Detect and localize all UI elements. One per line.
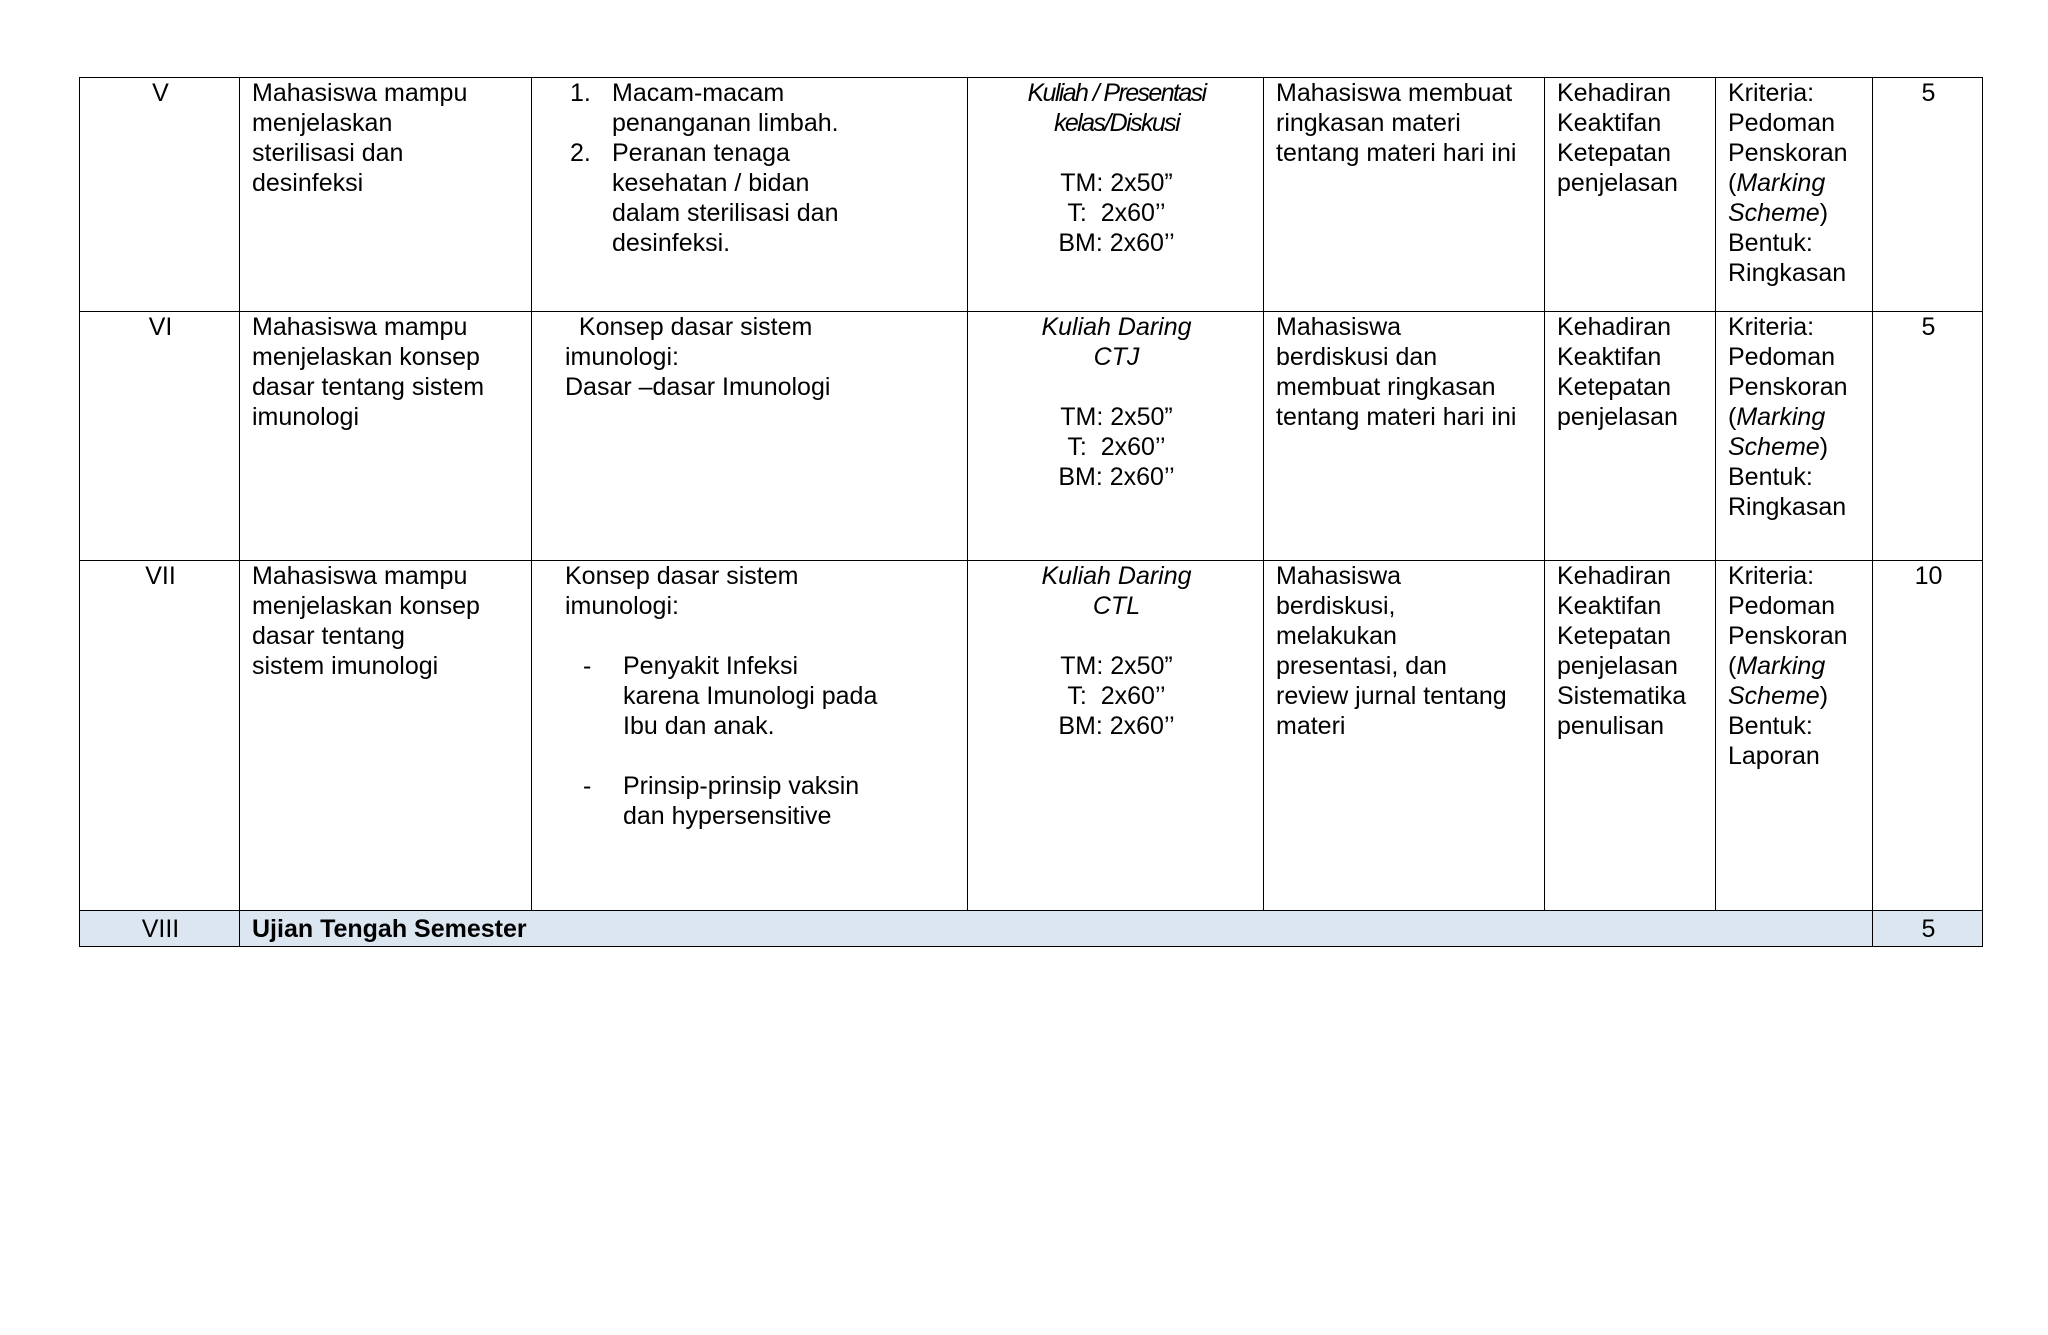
metode-time: BM: 2x60’’ [1058, 712, 1175, 740]
pengalaman-line: materi [1276, 712, 1346, 740]
paren-open: ( [1728, 169, 1737, 197]
bentuk-value: Laporan [1728, 742, 1820, 770]
paren-close: ) [1819, 199, 1829, 227]
marking-text: Marking [1736, 652, 1826, 680]
list-number: 2. [570, 139, 591, 167]
metode-time: T: 2x60’’ [1067, 199, 1166, 227]
materi-line: Prinsip-prinsip vaksin [623, 772, 860, 800]
metode-title: Kuliah / Presentasi [1027, 79, 1206, 107]
marking-line [1728, 402, 1862, 432]
materi-line: desinfeksi. [612, 229, 731, 257]
metode-time: T: 2x60’’ [1067, 682, 1166, 710]
pengalaman-cell [1264, 561, 1545, 911]
indikator-line: Ketepatan [1557, 139, 1671, 167]
uts-label: Ujian Tengah Semester [252, 914, 527, 943]
bobot-cell [1873, 312, 1983, 561]
scheme-text: Scheme [1728, 682, 1820, 710]
materi-line: imunologi: [565, 592, 679, 620]
list-item [583, 651, 957, 741]
materi-line: dan hypersensitive [623, 802, 832, 830]
spacer [980, 138, 1253, 168]
marking-text: Marking [1736, 403, 1826, 431]
indikator-cell [1545, 78, 1716, 312]
list-item [570, 78, 957, 138]
pengalaman-cell [1264, 78, 1545, 312]
kemampuan-line: menjelaskan konsep [252, 343, 480, 371]
uts-cell [240, 911, 1873, 947]
scheme-line [1728, 198, 1862, 228]
materi-line: Ibu dan anak. [623, 712, 775, 740]
indikator-line: penulisan [1557, 712, 1665, 740]
table-row [80, 78, 1983, 312]
kemampuan-line: Mahasiswa mampu [252, 562, 468, 590]
kemampuan-cell [240, 312, 532, 561]
paren-open: ( [1728, 652, 1737, 680]
materi-line: imunologi: [565, 343, 679, 371]
pengalaman-line: berdiskusi, [1276, 592, 1396, 620]
materi-line: Penyakit Infeksi [623, 652, 799, 680]
pengalaman-line: ringkasan materi [1276, 109, 1461, 137]
metode-cell [968, 312, 1264, 561]
bobot-cell [1873, 78, 1983, 312]
materi-line: Konsep dasar sistem [565, 562, 799, 590]
kriteria-cell [1716, 312, 1873, 561]
materi-cell [532, 312, 968, 561]
kriteria-cell [1716, 78, 1873, 312]
week-cell [80, 78, 240, 312]
metode-time: TM: 2x50” [1060, 403, 1173, 431]
spacer [980, 621, 1253, 651]
week-cell [80, 312, 240, 561]
kriteria-line: Pedoman [1728, 343, 1836, 371]
metode-title: kelas/Diskusi [1053, 109, 1180, 137]
scheme-line [1728, 432, 1862, 462]
materi-line: Macam-macam [612, 79, 785, 107]
materi-cell [532, 78, 968, 312]
marking-line [1728, 651, 1862, 681]
pengalaman-line: tentang materi hari ini [1276, 403, 1517, 431]
kriteria-label: Kriteria: [1728, 562, 1815, 590]
kemampuan-line: dasar tentang [252, 622, 405, 650]
metode-title: Kuliah Daring [1041, 562, 1192, 590]
indikator-line: penjelasan [1557, 169, 1678, 197]
dash-bullet: - [583, 652, 592, 680]
metode-time: BM: 2x60’’ [1058, 463, 1175, 491]
metode-time: TM: 2x50” [1060, 652, 1173, 680]
kriteria-label: Kriteria: [1728, 79, 1815, 107]
metode-cell [968, 561, 1264, 911]
materi-line: Peranan tenaga [612, 139, 790, 167]
paren-close: ) [1819, 433, 1829, 461]
table-row [80, 561, 1983, 911]
kemampuan-line: Mahasiswa mampu [252, 79, 468, 107]
bobot-value: 5 [1921, 914, 1936, 943]
bobot-cell [1873, 911, 1983, 947]
indikator-line: Kehadiran [1557, 313, 1671, 341]
indikator-line: Keaktifan [1557, 109, 1662, 137]
kriteria-line: Pedoman [1728, 109, 1836, 137]
indikator-line: Sistematika [1557, 682, 1687, 710]
table-row [80, 312, 1983, 561]
pengalaman-line: review jurnal tentang [1276, 682, 1507, 710]
week-cell [80, 911, 240, 947]
materi-line: Dasar –dasar Imunologi [565, 373, 831, 401]
materi-cell [532, 561, 968, 911]
pengalaman-line: berdiskusi dan [1276, 343, 1438, 371]
week-number: VIII [141, 914, 180, 943]
kemampuan-cell [240, 561, 532, 911]
week-number: V [152, 79, 169, 107]
kriteria-line: Penskoran [1728, 622, 1848, 650]
metode-title: CTL [1092, 592, 1141, 620]
spacer [980, 372, 1253, 402]
marking-line [1728, 168, 1862, 198]
bentuk-label: Bentuk: [1728, 229, 1813, 257]
rps-table [79, 77, 1983, 947]
bobot-value: 5 [1921, 79, 1936, 107]
table-row [80, 911, 1983, 947]
indikator-line: Keaktifan [1557, 343, 1662, 371]
scheme-text: Scheme [1728, 199, 1820, 227]
indikator-cell [1545, 312, 1716, 561]
kemampuan-line: Mahasiswa mampu [252, 313, 468, 341]
indikator-line: Ketepatan [1557, 622, 1671, 650]
pengalaman-line: melakukan [1276, 622, 1397, 650]
indikator-line: Kehadiran [1557, 79, 1671, 107]
materi-line: karena Imunologi pada [623, 682, 878, 710]
pengalaman-line: tentang materi hari ini [1276, 139, 1517, 167]
kemampuan-cell [240, 78, 532, 312]
list-number: 1. [570, 79, 591, 107]
marking-text: Marking [1736, 169, 1826, 197]
kriteria-cell [1716, 561, 1873, 911]
bentuk-value: Ringkasan [1728, 259, 1847, 287]
bobot-value: 5 [1921, 313, 1936, 341]
list-item [570, 138, 957, 258]
indikator-line: Keaktifan [1557, 592, 1662, 620]
list-item [583, 771, 957, 831]
kemampuan-line: sistem imunologi [252, 652, 439, 680]
metode-title: Kuliah Daring [1041, 313, 1192, 341]
pengalaman-line: Mahasiswa [1276, 562, 1402, 590]
pengalaman-line: Mahasiswa [1276, 313, 1402, 341]
kemampuan-line: sterilisasi dan [252, 139, 404, 167]
kriteria-label: Kriteria: [1728, 313, 1815, 341]
indikator-cell [1545, 561, 1716, 911]
materi-list [544, 78, 957, 258]
materi-line: penanganan limbah. [612, 109, 839, 137]
dash-bullet: - [583, 772, 592, 800]
materi-line: kesehatan / bidan [612, 169, 810, 197]
paren-close: ) [1819, 682, 1829, 710]
kemampuan-line: imunologi [252, 403, 360, 431]
metode-title: CTJ [1093, 343, 1140, 371]
metode-time: BM: 2x60’’ [1058, 229, 1175, 257]
kemampuan-line: menjelaskan [252, 109, 393, 137]
paren-open: ( [1728, 403, 1737, 431]
kriteria-line: Penskoran [1728, 139, 1848, 167]
kriteria-line: Pedoman [1728, 592, 1836, 620]
kemampuan-line: dasar tentang sistem [252, 373, 485, 401]
bentuk-label: Bentuk: [1728, 463, 1813, 491]
indikator-line: penjelasan [1557, 403, 1678, 431]
bobot-cell [1873, 561, 1983, 911]
materi-line: dalam sterilisasi dan [612, 199, 839, 227]
indikator-line: penjelasan [1557, 652, 1678, 680]
pengalaman-cell [1264, 312, 1545, 561]
bentuk-value: Ringkasan [1728, 493, 1847, 521]
metode-time: T: 2x60’’ [1067, 433, 1166, 461]
indikator-line: Ketepatan [1557, 373, 1671, 401]
scheme-text: Scheme [1728, 433, 1820, 461]
pengalaman-line: membuat ringkasan [1276, 373, 1496, 401]
indikator-line: Kehadiran [1557, 562, 1671, 590]
materi-list [565, 651, 957, 831]
metode-time: TM: 2x50” [1060, 169, 1173, 197]
week-cell [80, 561, 240, 911]
bentuk-label: Bentuk: [1728, 712, 1813, 740]
metode-cell [968, 78, 1264, 312]
pengalaman-line: Mahasiswa membuat [1276, 79, 1513, 107]
bobot-value: 10 [1914, 562, 1943, 590]
pengalaman-line: presentasi, dan [1276, 652, 1447, 680]
kemampuan-line: menjelaskan konsep [252, 592, 480, 620]
kemampuan-line: desinfeksi [252, 169, 364, 197]
materi-line: Konsep dasar sistem [565, 313, 813, 341]
kriteria-line: Penskoran [1728, 373, 1848, 401]
week-number: VII [145, 562, 176, 590]
week-number: VI [148, 313, 173, 341]
scheme-line [1728, 681, 1862, 711]
